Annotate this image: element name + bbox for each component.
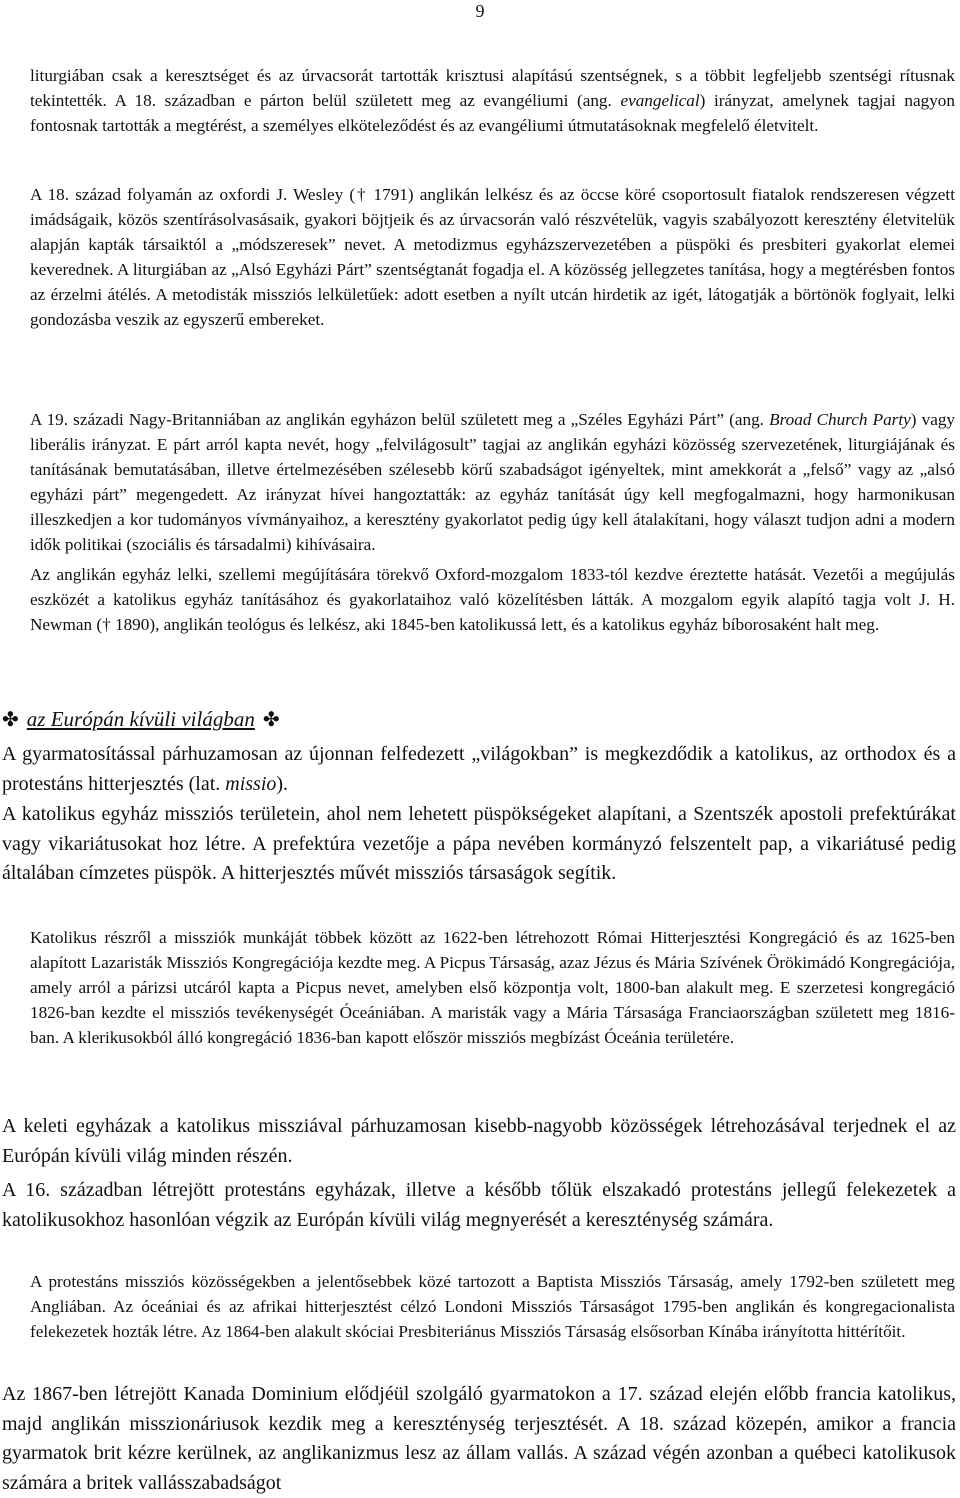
paragraph-text: A 18. század folyamán az oxfordi J. Wesley ( (30, 185, 356, 204)
paragraph-text: ) vagy liberális irányzat. E párt arról kapta nevét, hogy „felvilágosult” tagjai az anglikán egyházi közösség szervezetének, liturgiájának és tanításának bemutatásában, illetve értelmezésében szélesebb körű szabadságot igényeltek, mint amekkorát a „felső” vagy az „alsó egyházi párt” megengedett. Az irányzat hívei hangoztatták: az egyház tanítását úgy kell megfogalmazni, hogy harmonikusan illeszkedjen a kor tudományos vívmányaihoz, a keresztény gyakorlatot pedig úgy kell átalakítani, hogy választ tudjon adni a modern idők politikai (szociális és társadalmi) kihívásaira. (30, 410, 956, 554)
paragraph-text: A gyarmatosítással párhuzamosan az újonnan felfedezett „világokban” is megkezdődik a katolikus, az orthodox és a protestáns hitterjesztés (lat. (2, 743, 956, 795)
paragraph-text: liturgiában csak a keresztséget és az úrvacsorát tartották krisztusi alapítású szentségnek, s a többit legfeljebb szentségi rítusnak tekintették. A 18. században e párton belül született meg az evangéliumi (ang. (30, 66, 955, 110)
paragraph-missions-intro (2, 740, 956, 799)
cross-icon: † (102, 614, 111, 634)
paragraph-text: 1890), anglikán teológus és lelkész, aki 1845-ben katolikussá lett, és a katolikus egyház bíborosaként halt meg. (110, 614, 880, 634)
page-number: 9 (475, 1, 485, 21)
paragraph-eastern-churches: A keleti egyházak a katolikus missziával párhuzamosan kisebb-nagyobb közösségek létrehozásával terjednek el az Európán kívüli világ minden részén. (2, 1115, 956, 1167)
paragraph-text: ). (276, 772, 289, 795)
paragraph-congregations: Katolikus részről a missziók munkáját többek között az 1622-ben létrehozott Római Hitterjesztési Kongregáció és az 1625-ben alapított Lazaristák Missziós Kongregációja kezdte meg. A Picpus Társaság, azaz Jézus és Mária Szívének Örökimádó Kongregációja, amely arról a párizsi utcáról kapta a Picpus nevet, amelyben első központja volt, 1800-ban alakult meg. E szerzetesi kongregáció 1826-ban kezdte el missziós tevékenységét Óceániában. A maristák vagy a Mária Társasága Franciaországban született meg 1816-ban. A klerikusokból álló kongregáció 1836-ban kapott először missziós megbízást Óceánia területére. (30, 928, 955, 1047)
italic-term: missio (225, 772, 277, 795)
ornament-icon: ✤ (262, 708, 280, 731)
paragraph-anglican-intro (30, 64, 955, 139)
cross-icon: † (355, 185, 368, 204)
paragraph-text: ) irányzat, amelynek tagjai nagyon fontosnak tartották a megtérést, a személyes elköteleződést és az evangéliumi útmutatásoknak megfelelő életvitelt. (30, 90, 955, 135)
paragraph-canada: Az 1867-ben létrejött Kanada Dominium elődjéül szolgáló gyarmatokon a 17. század elején előbb francia katolikus, majd anglikán misszionáriusok kezdik meg a kereszténység terjesztését. A 18. század közepén, amikor a francia gyarmatok brit kézre kerülnek, az anglikanizmus lesz az állam vallás. A század végén azonban a québeci katolikusok számára a britek vallásszabadságot (2, 1383, 956, 1494)
paragraph-protestant-societies: A protestáns missziós közösségekben a jelentősebbek közé tartozott a Baptista Missziós Társaság, amely 1792-ben született meg Angliában. Az óceániai és az afrikai hitterjesztést célzó Londoni Missziós Társaságot 1795-ben anglikán és kongregacionalista felekezetek hozták létre. Az 1864-ben alakult skóciai Presbiteriánus Missziós Társaság elsősorban Kínába irányította hittérítőit. (30, 1272, 955, 1341)
paragraph-protestant-churches: A 16. században létrejött protestáns egyházak, illetve a később tőlük elszakadó protestáns jellegű felekezetek a katolikusokhoz hasonlóan végzik az Európán kívüli világ megnyerését a kereszténység számára. (2, 1179, 956, 1231)
section-heading (2, 703, 280, 735)
paragraph-broad-church (30, 408, 955, 557)
section-heading-text: az Európán kívüli világban (26, 706, 255, 731)
italic-term: evangelical (620, 90, 700, 110)
paragraph-text: A 19. századi Nagy-Britanniában az anglikán egyházon belül született meg a „Széles Egyházi Párt” (ang. (30, 410, 764, 429)
paragraph-catholic-missions: A katolikus egyház missziós területein, ahol nem lehetett püspökségeket alapítani, a Szentszék apostoli prefektúrákat vagy vikariátusokat hoz létre. A prefektúra vezetője a pápa nevében kormányzó felszentelt pap, a vikariátusé pedig általában címzetes püspök. A hitterjesztés művét missziós társaságok segítik. (2, 803, 956, 884)
paragraph-oxford-movement (30, 563, 955, 638)
paragraph-methodism (30, 183, 955, 332)
italic-term: Broad Church Party (769, 410, 911, 429)
ornament-icon: ✤ (2, 708, 19, 731)
paragraph-text: Az anglikán egyház lelki, szellemi megújítására törekvő Oxford-mozgalom 1833-tól kezdve éreztette hatását. Vezetői a megújulás eszközét a katolikus egyház tanításához és gyakorlataihoz való közelítésben látták. A mozgalom egyik alapító tagja volt J. H. Newman ( (30, 565, 955, 634)
paragraph-text: 1791) anglikán lelkész és az öccse köré csoportosult fiatalok rendszeresen végzett imádságaik, közös szentírásolvasásaik, gyakori böjtjeik és az úrvacsorán való részvételük, vagyis szabályozott keresztény életvitelük alapján kapták társaiktól a „módszeresek” nevet. A metodizmus egyházszervezetében a püspöki és presbiteri gyakorlat elemei keverednek. A liturgiában az „Alsó Egyházi Párt” szentségtanát fogadja el. A közösség jellegzetes tanítása, hogy a megtérésben fontos az érzelmi átélés. A metodisták missziós lelkületűek: adott esetben a nyílt utcán hirdetik az igét, látogatják a börtönök foglyait, lelki gondozásba veszik az egyszerű embereket. (30, 185, 955, 329)
